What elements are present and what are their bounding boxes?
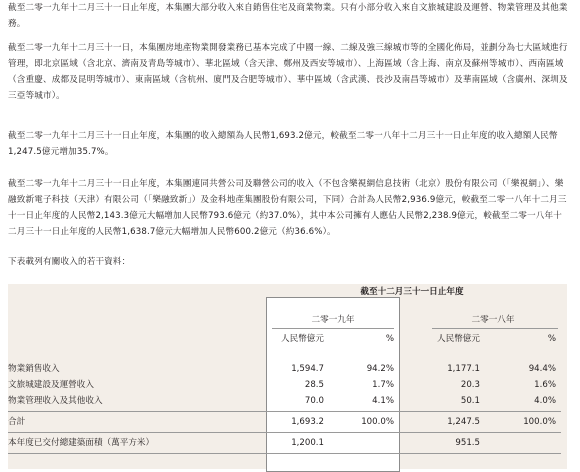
- total-value-2019: 1,693.2: [291, 417, 324, 427]
- row-value-2019: 70.0: [304, 396, 324, 406]
- row-label-culture-tourism: 文旅城建設及運營收入: [8, 380, 94, 390]
- area-label: 本年度已交付總建築面積（萬平方米）: [8, 438, 155, 448]
- total-pct-2018: 100.0%: [523, 417, 556, 427]
- total-bottom-rule: [8, 432, 561, 433]
- regional-layout-paragraph: 截至二零一九年十二月三十一日，本集團房地產物業開發業務已基本完成了中國一線、二線及強三線城市等的全國化佈局，並劃分為七大區域進行管理，即北京區域（含北京、濟南及青島等城市）、華北區域（含天津、鄭州及西安等城市）、上海區域（含上海、南京及蘇州等城市）、西南區域（含重慶、成都及昆明等城市）、東南區域（含杭州、廈門及合肥等城市）、華中區域（含武漢、長沙及南昌等城市）及華南區域（含廣州、深圳及三亞等城市）。: [8, 43, 568, 101]
- unit-header-2019-value: 人民幣億元: [281, 334, 324, 344]
- row-label-property-management: 物業管理收入及其他收入: [8, 396, 103, 406]
- revenue-total-paragraph: 截至二零一九年十二月三十一日止年度，本集團的收入總額為人民幣1,693.2億元，較截至二零一八年十二月三十一日止年度的收入總額人民幣1,247.5億元增加35.7%。: [8, 131, 558, 157]
- table-intro-paragraph: 下表載列有關收入的若干資料：: [8, 257, 131, 267]
- year-2019-underline: [272, 328, 394, 329]
- row-value-2018: 1,177.1: [447, 364, 480, 374]
- unit-header-2018-value: 人民幣億元: [437, 334, 480, 344]
- area-value-2019: 1,200.1: [291, 438, 324, 448]
- period-header: 截至十二月三十一日止年度: [360, 287, 464, 297]
- row-pct-2018: 4.0%: [534, 396, 556, 406]
- row-pct-2018: 94.4%: [528, 364, 556, 374]
- row-value-2018: 50.1: [460, 396, 480, 406]
- total-label: 合計: [8, 417, 26, 427]
- unit-header-2018-pct: %: [547, 334, 556, 344]
- revenue-table: [8, 284, 567, 469]
- row-value-2018: 20.3: [460, 380, 480, 390]
- row-pct-2018: 1.6%: [534, 380, 556, 390]
- row-pct-2019: 94.2%: [366, 364, 394, 374]
- total-top-rule: [8, 411, 561, 412]
- row-pct-2019: 1.7%: [372, 380, 394, 390]
- combined-revenue-paragraph: 截至二零一九年十二月三十一日止年度，本集團連同共營公司及聯營公司的收入（不包含樂視網信息技術（北京）股份有限公司（「樂視網」）、樂融致新電子科技（天津）有限公司（「樂融致新」）及金科地產集團股份有限公司，下同）合計為人民幣2,936.9億元，較截至二零一八年十二月三十一日止年度的人民幣2,143.3億元大幅增加人民幣793.6億元（約37.0%），其中本公司擁有人應佔人民幣2,238.9億元，較截至二零一八年十二月三十一日止年度的人民幣1,638.7億元大幅增加人民幣600.2億元（約36.6%）。: [8, 179, 567, 237]
- row-pct-2019: 4.1%: [372, 396, 394, 406]
- area-value-2018: 951.5: [455, 438, 480, 448]
- total-value-2018: 1,247.5: [447, 417, 480, 427]
- year-header-2018: 二零一八年: [471, 315, 515, 325]
- intro-paragraph: 截至二零一九年十二月三十一日止年度，本集團大部分收入來自銷售住宅及商業物業。只有小部分收入來自文旅城建設及運營、物業管理及其他業務。: [8, 3, 568, 29]
- unit-header-2019-pct: %: [385, 334, 394, 344]
- row-value-2019: 1,594.7: [291, 364, 324, 374]
- area-bottom-rule: [8, 453, 561, 454]
- total-pct-2019: 100.0%: [361, 417, 394, 427]
- row-value-2019: 28.5: [304, 380, 324, 390]
- year-2018-underline: [432, 328, 558, 329]
- row-label-property-sales: 物業銷售收入: [8, 364, 60, 374]
- year-header-2019: 二零一九年: [311, 315, 355, 325]
